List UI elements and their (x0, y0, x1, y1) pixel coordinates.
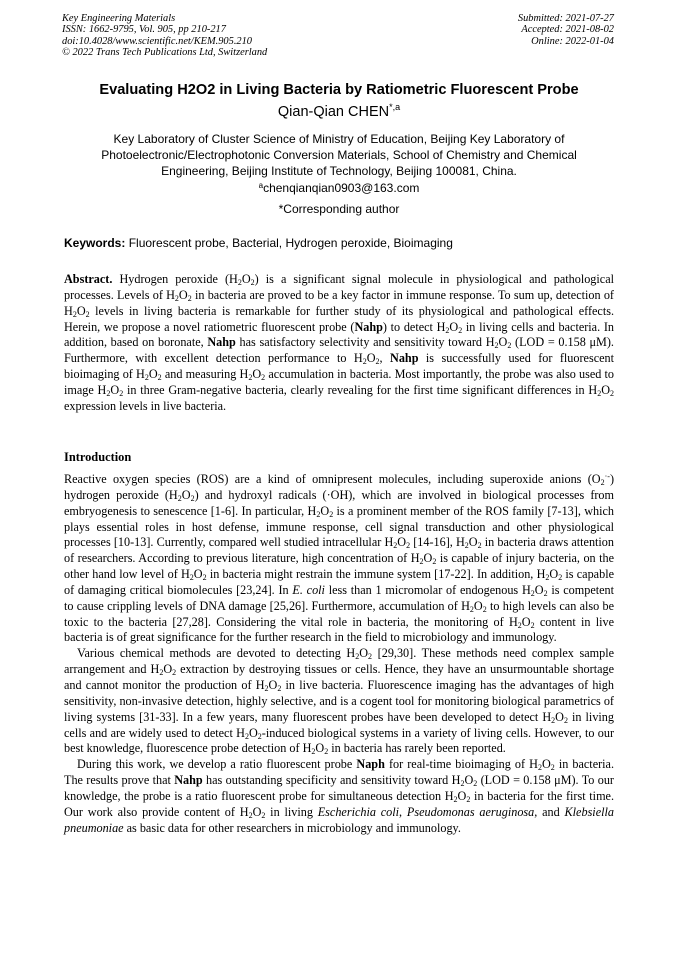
intro-paragraph: Reactive oxygen species (ROS) are a kind of omnipresent molecules, including superoxide anions $(O_2^{\cdot-})$ hydrogen peroxide $(H_2O_2)$ and hydroxyl radicals (·OH), which are involved in biological processes from embryogenesis to senescence [1-6]. In particular, $H_2O_2$ is a prominent member of the ROS family [7-13], which plays essential roles in host defense, immune response, cell signal transduction and other physiological processes [10-13]. Currently, compared well studied intracellular $H_2O_2$ [14-16], $H_2O_2$ in bacteria draws attention of researchers. According to previous literature, high concentration of $H_2O_2$ is capable of injury bacteria, on the other hand low level of $H_2O_2$ in bacteria might restrain the immune system [17-22]. In addition, $H_2O_2$ is capable of damaging critical biomolecules [23,24]. In E. coli less than 1 micromolar of endogenous $H_2O_2$ is competent to cause crippling levels of DNA damage [25,26]. Furthermore, accumulation of $H_2O_2$ to high levels can also be toxic to the bacteria [27,28]. Considering the vital role in bacteria, the monitoring of $H_2O_2$ content in live bacteria is of great significance for the further research in the field to microbiology and immunology. (64, 472, 615, 645)
keywords-label: Keywords: (64, 236, 126, 250)
abstract-label: Abstract. (64, 272, 113, 286)
author-name: Qian-Qian CHEN (277, 104, 390, 120)
abstract (64, 272, 614, 415)
email-mark: a (258, 181, 264, 190)
affiliation: Key Laboratory of Cluster Science of Ministry of Education, Beijing Key Laboratory of Photoelectronic/Electrophotonic Conversion Materials, School of Chemistry and Chemical Engineering, Beijing Institute of Technology, Beijing 100081, China. (101, 132, 577, 179)
intro-paragraph: During this work, we develop a ratio fluorescent probe Naph for real-time bioimaging of $H_2O_2$ in bacteria. The results prove that Nahp has outstanding specificity and sensitivity toward $H_2O_2$ (LOD = 0.158 μM). To our knowledge, the probe is a ratio fluorescent probe for simultaneous detection $H_2O_2$ in bacteria for the first time. Our work also provide content of $H_2O_2$ in living Escherichia coli, Pseudomonas aeruginosa, and Klebsiella pneumoniae as basic data for other researchers in microbiology and immunology. (64, 757, 615, 835)
author-marks: *,a (389, 102, 401, 112)
accepted-date: Accepted: 2021-08-02 (521, 24, 614, 36)
introduction-body (64, 472, 614, 836)
paper-title: Evaluating H2O2 in Living Bacteria by Ratiometric Fluorescent Probe (99, 82, 579, 98)
submitted-date: Submitted: 2021-07-27 (517, 13, 614, 24)
journal-info (62, 13, 267, 59)
intro-paragraph: Various chemical methods are devoted to detecting $H_2O_2$ [29,30]. These methods need complex sample arrangement and $H_2O_2$ extraction by destroying tissues or cells. Hence, they have an unsurmountable shortage and cannot monitor the production of $H_2O_2$ in live bacteria. Fluorescence imaging has the advantages of high sensitivity, non-invasive detection, highly selective, and is a cogent tool for monitoring biological parametrics of living systems [31-33]. In a few years, many fluorescent probes have been developed to detect $H_2O_2$ in living cells and are widely used to detect $H_2O_2$-induced biological systems in a variety of living cells. However, to our best knowledge, fluorescence probe detection of $H_2O_2$ in bacteria has rarely been reported. (64, 646, 615, 757)
abstract-text: Hydrogen peroxide $(H_2O_2)$ is a significant signal molecule in physiological and pathological processes. Levels of $H_2O_2$ in bacteria are proved to be a key factor in immune response. To sum up, detection of $H_2O_2$ levels in living bacteria is remarkable for further study of its physiological and pathological effects. Herein, we propose a novel ratiometric fluorescent probe (Nahp) to detect $H_2O_2$ in living cells and bacteria. In addition, based on boronate, Nahp has satisfactory selectivity and sensitivity toward $H_2O_2$ (LOD = 0.158 μM). Furthermore, with excellent detection performance to $H_2O_2$, Nahp is successfully used for fluorescent bioimaging of $H_2O_2$ and measuring $H_2O_2$ accumulation in bacteria. Most importantly, the probe was also used to image $H_2O_2$ in three Gram-negative bacteria, clearly revealing for the first time significant differences in $H_2O_2$ expression levels in live bacteria. (64, 272, 615, 413)
issn-line: ISSN: 1662-9795, Vol. 905, pp 210-217 (62, 24, 226, 36)
online-date: Online: 2022-01-04 (531, 35, 614, 47)
corresponding-note: *Corresponding author (278, 202, 400, 216)
introduction-heading: Introduction (64, 450, 132, 464)
email-line (0, 181, 678, 195)
doi-line: doi:10.4028/www.scientific.net/KEM.905.210 (62, 35, 252, 47)
dates-info (518, 13, 614, 47)
keywords-text: Fluorescent probe, Bacterial, Hydrogen peroxide, Bioimaging (128, 236, 453, 250)
keywords (64, 236, 614, 250)
journal-name: Key Engineering Materials (62, 13, 176, 24)
email-address: chenqianqian0903@163.com (263, 181, 420, 195)
author-line (0, 104, 678, 120)
copyright-line: © 2022 Trans Tech Publications Ltd, Switzerland (62, 47, 268, 59)
